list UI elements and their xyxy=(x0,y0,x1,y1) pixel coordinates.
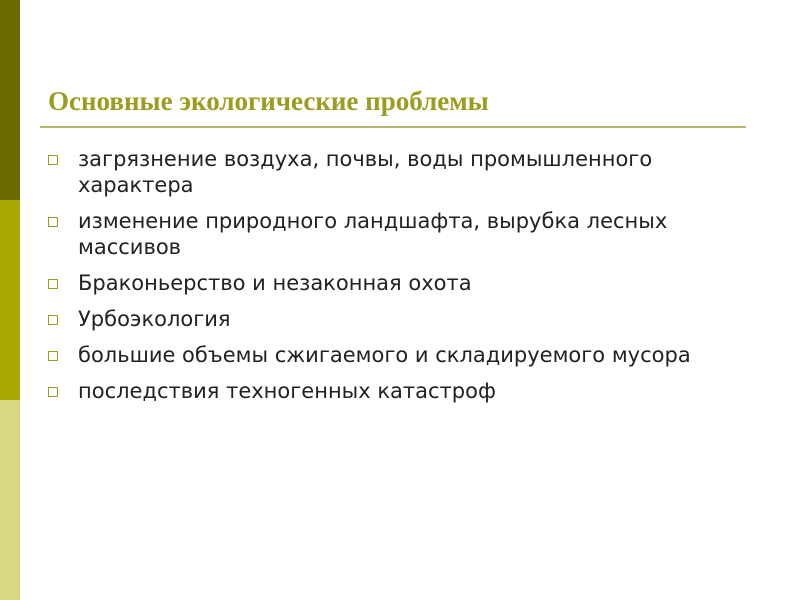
slide-title: Основные экологические проблемы xyxy=(48,86,489,116)
square-bullet-icon xyxy=(48,144,78,172)
side-accent-segment-top xyxy=(0,0,20,200)
side-accent-segment-bottom xyxy=(0,400,20,600)
bullet-item xyxy=(48,304,768,332)
side-accent-bar xyxy=(0,0,20,600)
bullet-text: изменение природного ландшафта, вырубка лесных массивов xyxy=(78,209,668,259)
bullet-text: Урбоэкология xyxy=(78,307,231,331)
bullet-text: последствия техногенных катастроф xyxy=(78,379,496,403)
square-bullet-icon xyxy=(48,340,78,368)
square-bullet-icon xyxy=(48,376,78,404)
bullet-item xyxy=(48,340,768,368)
bullet-text: загрязнение воздуха, почвы, воды промышленного характера xyxy=(78,147,653,197)
bullet-item xyxy=(48,376,768,404)
bullet-item xyxy=(48,268,768,296)
bullet-item xyxy=(48,206,768,260)
title-underline-rule xyxy=(40,126,746,128)
bullet-list xyxy=(48,144,768,412)
bullet-text: Браконьерство и незаконная охота xyxy=(78,271,472,295)
bullet-text: большие объемы сжигаемого и складируемого мусора xyxy=(78,343,691,367)
square-bullet-icon xyxy=(48,206,78,234)
square-bullet-icon xyxy=(48,268,78,296)
side-accent-segment-middle xyxy=(0,200,20,400)
bullet-item xyxy=(48,144,768,198)
square-bullet-icon xyxy=(48,304,78,332)
